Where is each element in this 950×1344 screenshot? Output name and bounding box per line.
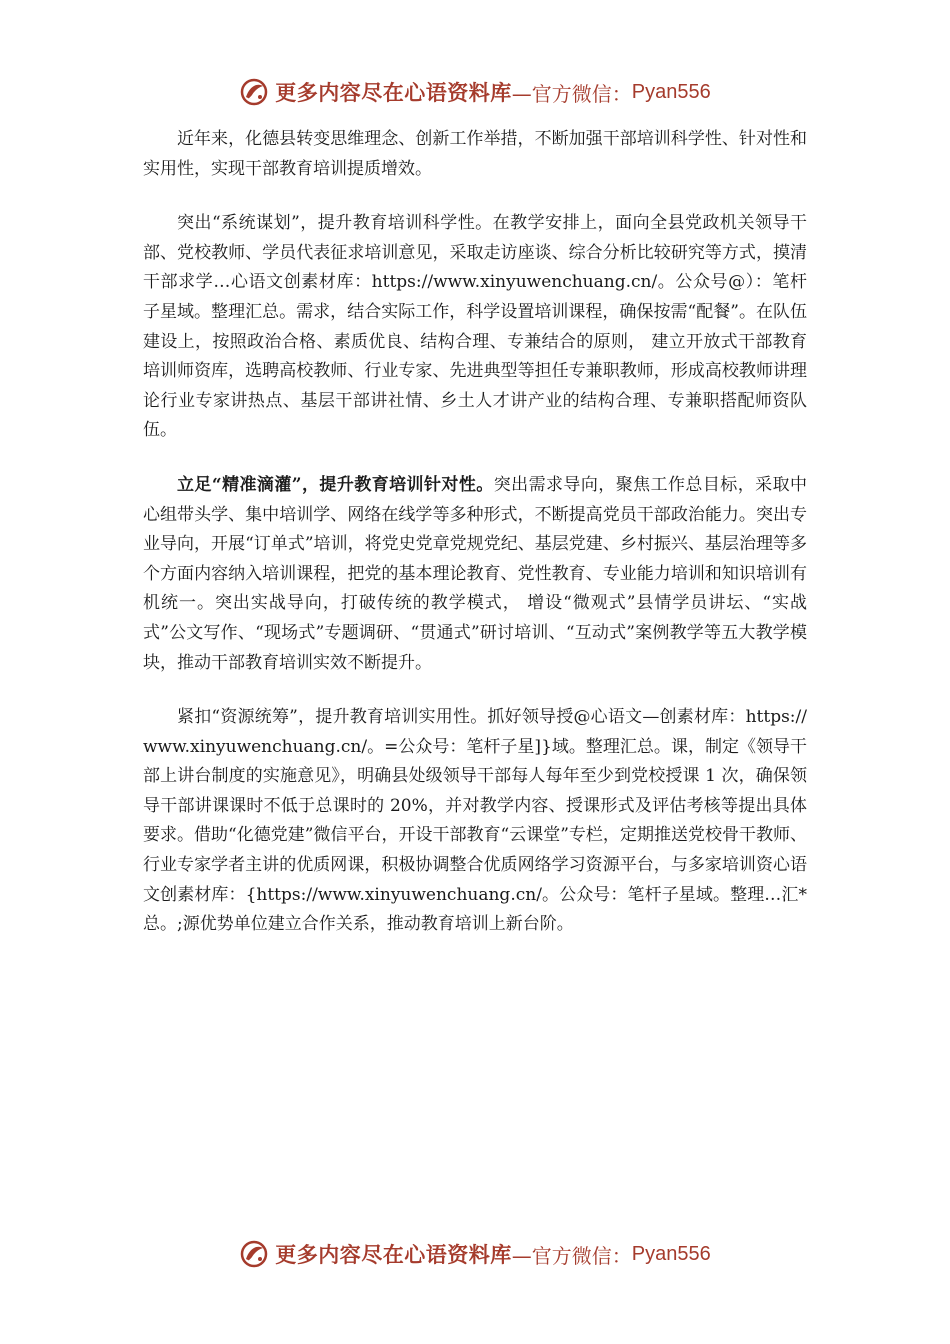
article-body (143, 125, 807, 965)
footer-banner-separator: —官方微信： (511, 1243, 632, 1268)
header-banner-text: 更多内容尽在心语资料库 (275, 81, 512, 105)
paragraph-body: 突出“系统谋划”，提升教育培训科学性。在教学安排上，面向全县党政机关领导干部、党校教师、学员代表征求培训意见，采取走访座谈、综合分析比较研究等方式，摸清干部求学…心语文创素材库：https://www.xinyuwenchuang.cn/。公众号@）：笔杆子星域。整理汇总。需求，结合实际工作，科学设置培训课程，确保按需“配餐”。在队伍建设上，按照政治合格、素质优良、结构合理、专兼结合的原则， 建立开放式干部教育培训师资库，选聘高校教师、行业专家、先进典型等担任专兼职教师，形成高校教师讲理论行业专家讲热点、基层干部讲社情、乡土人才讲产业的结构合理、专兼职搭配师资队伍。 (143, 213, 807, 441)
paragraph-body: 突出需求导向，聚焦工作总目标，采取中心组带头学、集中培训学、网络在线学等多种形式，不断提高党员干部政治能力。突出专业导向，开展“订单式”培训，将党史党章党规党纪、基层党建、乡村振兴、基层治理等多个方面内容纳入培训课程，把党的基本理论教育、党性教育、专业能力培训和知识培训有机统一。突出实战导向，打破传统的教学模式， 增设“微观式”县情学员讲坛、“实战式”公文写作、“现场式”专题调研、“贯通式”研讨培训、“互动式”案例教学等五大教学模块，推动干部教育培训实效不断提升。 (143, 474, 808, 673)
paragraph-precise-targeting (143, 471, 807, 678)
footer-banner-text: 更多内容尽在心语资料库 (275, 1243, 512, 1267)
header-banner (0, 72, 950, 112)
paragraph-system-planning (143, 209, 807, 446)
footer-banner-wechat-id: Pyan556 (631, 1242, 711, 1265)
paragraph-resource-coordination (143, 703, 807, 940)
paragraph-intro (143, 125, 807, 184)
brand-logo-icon (239, 77, 269, 107)
paragraph-body: 紧扣“资源统筹”，提升教育培训实用性。抓好领导授@心语文—创素材库：https://www.xinyuwenchuang.cn/。=公众号：笔杆子星]}域。整理汇总。课，制定《领导干部上讲台制度的实施意见》，明确县处级领导干部每人每年至少到党校授课 1 次，确保领导干部讲课课时不低于总课时的 20%，并对教学内容、授课形式及评估考核等提出具体要求。借助“化德党建”微信平台，开设干部教育“云课堂”专栏，定期推送党校骨干教师、行业专家学者主讲的优质网课，积极协调整合优质网络学习资源平台，与多家培训资心语文创素材库：{https://www.xinyuwenchuang.cn/。公众号：笔杆子星域。整理…汇*总。;源优势单位建立合作关系，推动教育培训上新台阶。 (143, 707, 807, 935)
brand-logo-icon (239, 1239, 269, 1269)
footer-banner (0, 1234, 950, 1274)
header-banner-separator: —官方微信： (511, 81, 632, 106)
paragraph-body: 近年来，化德县转变思维理念、创新工作举措，不断加强干部培训科学性、针对性和实用性，实现干部教育培训提质增效。 (143, 129, 807, 179)
paragraph-lead-heading: 立足“精准滴灌”，提升教育培训针对性。 (177, 474, 494, 495)
header-banner-wechat-id: Pyan556 (631, 80, 711, 103)
